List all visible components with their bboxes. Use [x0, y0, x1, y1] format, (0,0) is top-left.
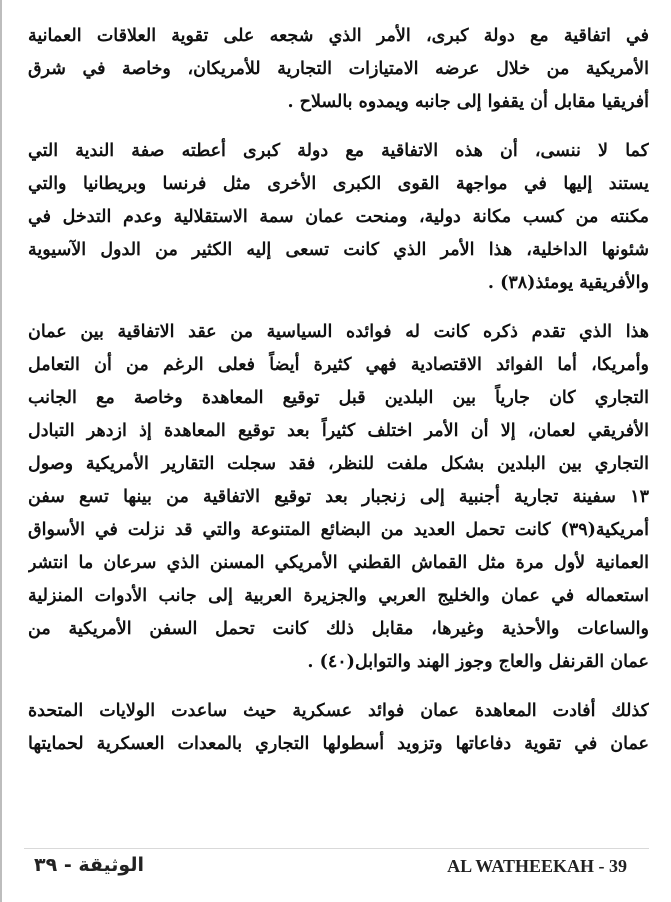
text-line: الأفريقي لعمان، إلا أن الأمر اختلف كثيراً بعد توقيع المعاهدة إذ ازدهر التبادل — [28, 421, 649, 441]
text-line: كذلك أفادت المعاهدة عمان فوائد عسكرية حيث ساعدت الولايات المتحدة — [28, 701, 649, 721]
text-line: الأمريكية من خلال عرضه الامتيازات التجارية للأمريكان، وخاصة في شرق — [28, 59, 649, 79]
text-line: هذا الذي تقدم ذكره كانت له فوائده السياسية من عقد الاتفاقية بين عمان — [28, 322, 649, 342]
text-line: أمريكية(٣٩) كانت تحمل العديد من البضائع المتنوعة والتي قد نزلت في الأسواق — [28, 520, 649, 540]
text-line: والساعات والأحذية وغيرها، مقابل ذلك كانت تحمل السفن الأمريكية من — [28, 619, 649, 639]
text-line: ١٣ سفينة تجارية أجنبية إلى زنجبار بعد توقيع الاتفاقية من بينها تسع سفن — [28, 487, 649, 507]
footer-english-page-label: AL WATHEEKAH - 39 — [447, 856, 627, 876]
text-line: العمانية لأول مرة مثل القماش القطني الأمريكي المسنن الذي سرعان ما انتشر — [28, 553, 649, 573]
text-line: مكنته من كسب مكانة دولية، ومنحت عمان سمة الاستقلالية وعدم التدخل في — [28, 207, 649, 227]
text-line: والأفريقية يومئذ(٣٨) . — [487, 273, 649, 293]
text-line: في اتفاقية مع دولة كبرى، الأمر الذي شجعه على تقوية العلاقات العمانية — [28, 26, 649, 46]
text-line: أفريقيا مقابل أن يقفوا إلى جانبه ويمدوه بالسلاح . — [287, 92, 649, 112]
footer-arabic-page-label: الوثيقة - ٣٩ — [34, 854, 144, 876]
text-line: التجاري كان جارياً بين البلدين قبل توقيع المعاهدة وخاصة مع الجانب — [28, 388, 649, 408]
text-line: التجاري بين البلدين بشكل ملفت للنظر، فقد سجلت التقارير الأمريكية وصول — [28, 454, 649, 474]
text-line: عمان القرنفل والعاج وجوز الهند والتوابل(٤٠) . — [307, 652, 649, 672]
text-line: استعماله في عمان والخليج العربي والجزيرة العربية إلى جانب الأدوات المنزلية — [28, 586, 649, 606]
text-line: كما لا ننسى، أن هذه الاتفاقية مع دولة كبرى أعطته صفة الندية التي — [28, 141, 649, 161]
text-line: شئونها الداخلية، هذا الأمر الذي كانت تسعى إليه الكثير من الدول الآسيوية — [28, 240, 649, 260]
paragraph-4 — [28, 695, 649, 761]
body-text — [28, 20, 649, 777]
paragraph-2 — [28, 135, 649, 300]
text-line: وأمريكا، أما الفوائد الاقتصادية فهي كثيرة أيضاً فعلى الرغم من أن التعامل — [28, 355, 649, 375]
page-footer — [24, 848, 649, 884]
text-line: يستند إليها في مواجهة القوى الكبرى الأخرى مثل فرنسا وبريطانيا والتي — [28, 174, 649, 194]
text-line: عمان في تقوية دفاعاتها وتزويد أسطولها التجاري بالمعدات العسكرية لحمايتها — [28, 734, 649, 754]
paragraph-1 — [28, 20, 649, 119]
footer-divider — [24, 848, 649, 849]
paragraph-3 — [28, 316, 649, 679]
